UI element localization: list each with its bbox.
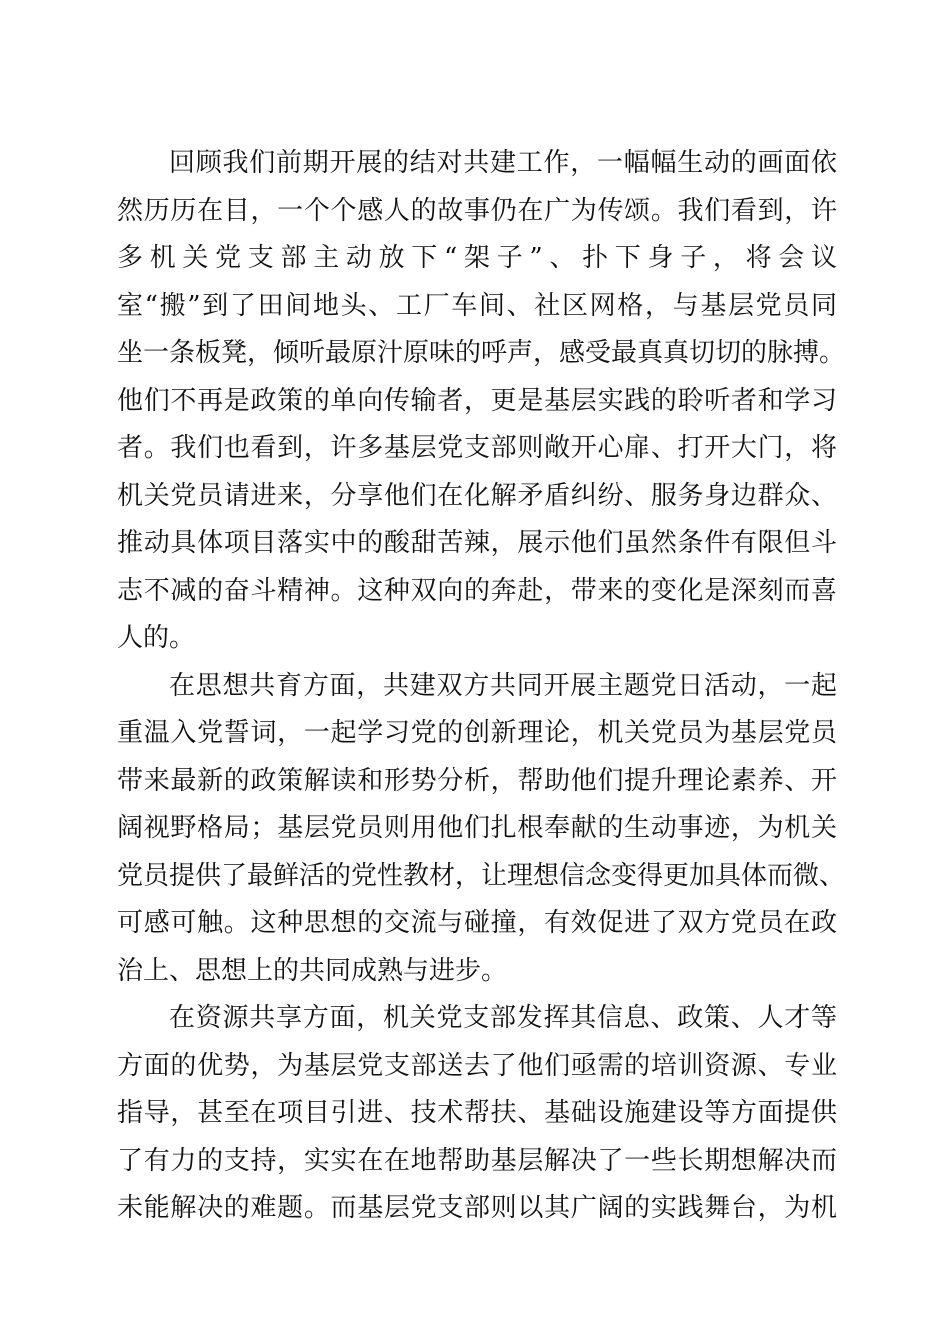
text-line: 带来最新的政策解读和形势分析，帮助他们提升理论素养、开: [117, 765, 837, 796]
document-body: [117, 140, 846, 1233]
text-line: 治上、思想上的共同成熟与进步。: [117, 955, 508, 986]
paragraph-resources: [117, 995, 837, 1233]
text-line: 志不减的奋斗精神。这种双向的奔赴，带来的变化是深刻而喜: [117, 575, 837, 606]
text-line: 然历历在目，一个个感人的故事仍在广为传颂。我们看到，许: [117, 195, 837, 226]
text-line: 了有力的支持，实实在在地帮助基层解决了一些长期想解决而: [117, 1145, 837, 1176]
text-line: 人的。: [117, 623, 196, 653]
text-line: 多机关党支部主动放下“架子”、扑下身子，将会议: [117, 243, 837, 273]
text-line: 回顾我们前期开展的结对共建工作，一幅幅生动的画面依: [169, 148, 837, 178]
text-line: 党员提供了最鲜活的党性教材，让理想信念变得更加具体而微、: [117, 860, 846, 891]
text-line: 机关党员请进来，分享他们在化解矛盾纠纷、服务身边群众、: [117, 480, 837, 511]
text-line: 者。我们也看到，许多基层党支部则敞开心扉、打开大门，将: [117, 433, 837, 463]
text-line: 方面的优势，为基层党支部送去了他们亟需的培训资源、专业: [117, 1050, 837, 1081]
paragraph-review: [117, 140, 846, 663]
text-line: 在思想共育方面，共建双方共同开展主题党日活动，一起: [169, 670, 837, 701]
text-line: 在资源共享方面，机关党支部发挥其信息、政策、人才等: [169, 1003, 837, 1033]
text-line: 推动具体项目落实中的酸甜苦辣，展示他们虽然条件有限但斗: [117, 528, 837, 558]
text-line: 室“搬”到了田间地头、工厂车间、社区网格，与基层党员同: [117, 290, 837, 321]
paragraph-ideology: [117, 663, 846, 996]
text-line: 坐一条板凳，倾听最原汁原味的呼声，感受最真真切切的脉搏。: [117, 338, 846, 368]
text-line: 阔视野格局；基层党员则用他们扎根奉献的生动事迹，为机关: [117, 813, 837, 843]
text-line: 指导，甚至在项目引进、技术帮扶、基础设施建设等方面提供: [117, 1098, 837, 1128]
text-line: 未能解决的难题。而基层党支部则以其广阔的实践舞台，为机: [117, 1193, 837, 1223]
text-line: 他们不再是政策的单向传输者，更是基层实践的聆听者和学习: [117, 385, 837, 416]
text-line: 重温入党誓词，一起学习党的创新理论，机关党员为基层党员: [117, 718, 837, 748]
text-line: 可感可触。这种思想的交流与碰撞，有效促进了双方党员在政: [117, 908, 837, 938]
